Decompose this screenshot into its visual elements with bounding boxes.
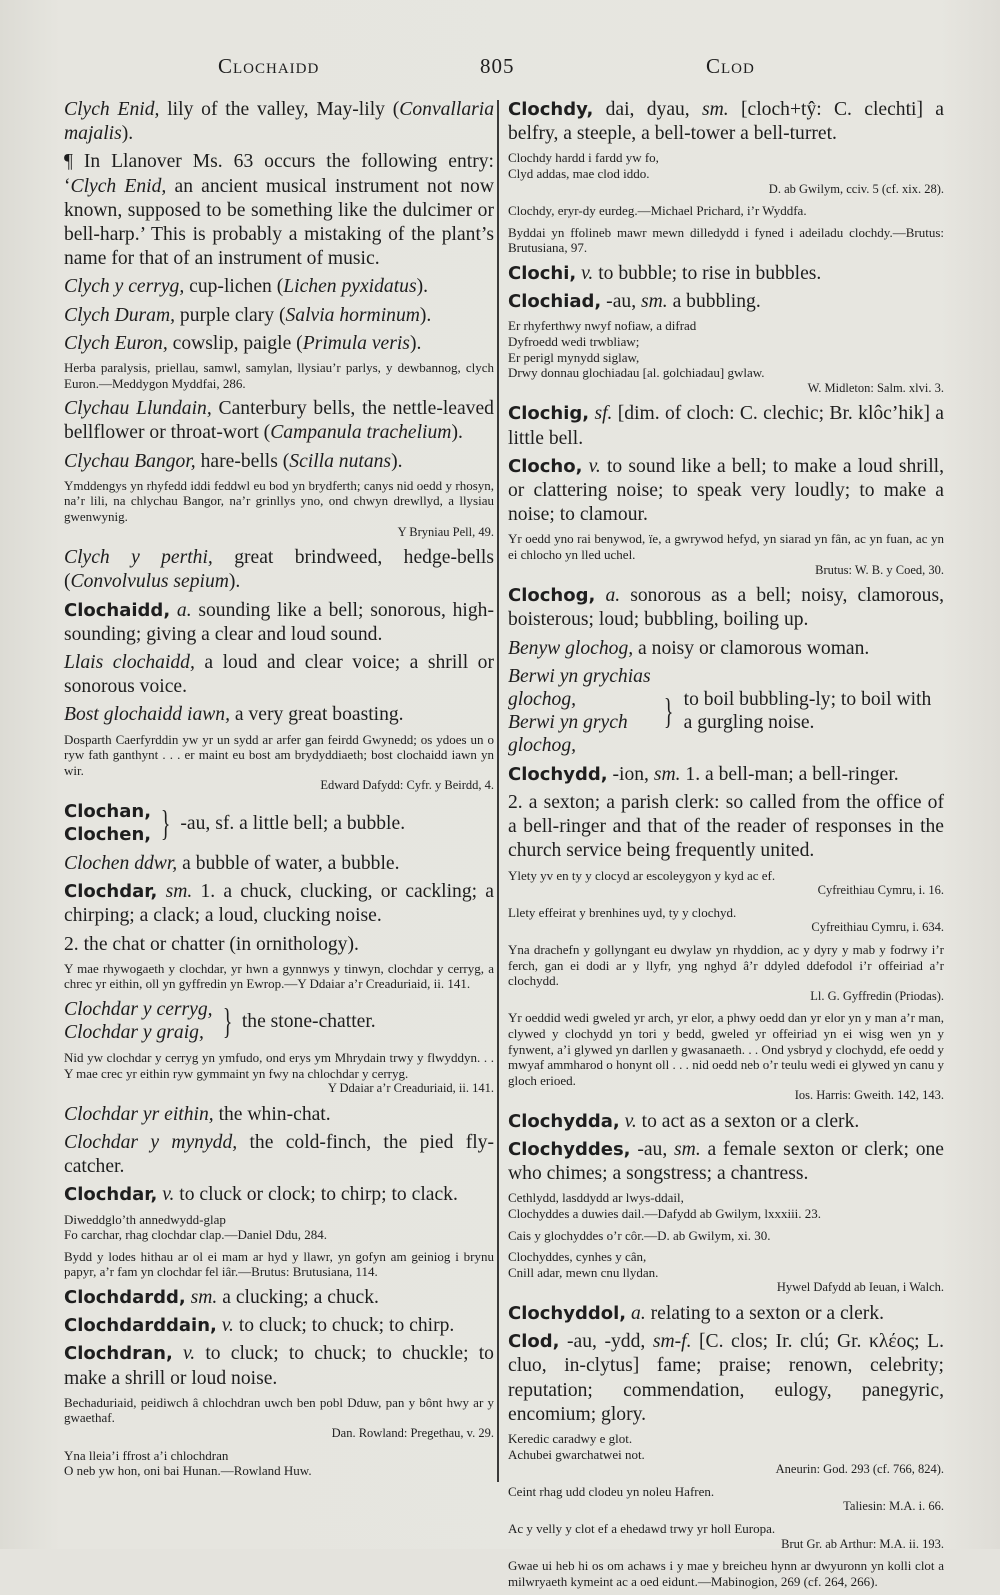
dictionary-entry — [64, 98, 494, 146]
braced-variants — [64, 998, 213, 1044]
entry-text: to cluck or clock; to chirp; to clack. — [174, 1184, 458, 1206]
entry-italic: Scilla nutans — [289, 450, 392, 472]
entry-text: ). — [391, 450, 403, 472]
citation-text: Y mae rhywogaeth y clochdar, yr hwn a gynnwys y tinwyn, clochdar y cerryg, a chrec yr eithin, oll yn gyffredin yn Ewrop.—Y Ddaiar a’r Creaduriaid, ii. 141. — [64, 960, 494, 992]
citation-source: Cyfreithiau Cymru, i. 16. — [817, 883, 944, 898]
entry-prefix: dai, dyau, — [593, 99, 703, 120]
entry-prefix: -au, — [630, 1139, 675, 1161]
entry-text: purple clary ( — [175, 304, 286, 326]
braced-definition: the stone-chatter. — [241, 1010, 376, 1032]
entry-italic: Salvia horminum — [285, 304, 420, 326]
headword: Clochiad, — [508, 291, 602, 313]
brace-glyph: } — [160, 803, 171, 843]
entry-italic: a. — [631, 1303, 646, 1325]
citation-source: Taliesin: M.A. i. 66. — [843, 1499, 944, 1514]
entry-text: cowslip, paigle ( — [167, 332, 303, 354]
braced-entry — [64, 998, 494, 1044]
page-header — [0, 54, 1000, 84]
entry-italic: Clychau Bangor, — [64, 450, 196, 472]
dictionary-entry — [64, 933, 494, 957]
dictionary-entry — [508, 1110, 944, 1134]
citation-source: Hywel Dafydd ab Ieuan, i Walch. — [776, 1280, 944, 1295]
headword: Clochig, — [508, 403, 590, 425]
citation — [508, 225, 944, 256]
entry-italic: a. — [605, 585, 621, 607]
citation-text: Yr oeddid wedi gweled yr arch, yr elor, a phwy oedd dan yr elor yn y man a’r man, clywed y clochydd yn tori y bedd, gweled yr offeiriad yn ei wisg wen yn y fynwent, a’i glywed yn darllen y gwasanaeth. . . Ond ysbryd y clochydd, efe oedd y mwyaf ammharod o honynt oll . . . nid oedd neb o’r teulu wedi ei glywed yn canu y gloch erioed. — [508, 1010, 944, 1088]
left-column — [64, 98, 494, 1485]
dictionary-entry — [64, 852, 494, 876]
entry-text: a loud and clear voice; a shrill or sonorous voice. — [64, 652, 494, 698]
braced-definition: to boil bubbling-ly; to boil with a gurgling noise. — [683, 688, 932, 733]
citation — [64, 1050, 494, 1097]
dictionary-entry — [508, 584, 944, 632]
dictionary-entry — [508, 1138, 944, 1186]
entry-text: the cold-finch, the pied fly-catcher. — [64, 1131, 494, 1178]
citation-text: Bechaduriaid, peidiwch â chlochdran uwch ben pobl Dduw, pan y bônt hwy ar y gwaethaf. — [64, 1394, 494, 1426]
dictionary-entry — [508, 290, 944, 314]
citation-source: W. Midleton: Salm. xlvi. 3. — [807, 380, 944, 395]
entry-text: to cluck; to chuck; to chuckle; to make a shrill or loud noise. — [64, 1343, 494, 1389]
citation — [64, 360, 494, 391]
headword: Clochyddol, — [508, 1303, 627, 1325]
headword: Clochdar, — [64, 1184, 158, 1206]
headword: Clochyddes, — [508, 1139, 631, 1161]
entry-text: to cluck; to chuck; to chirp. — [233, 1315, 455, 1337]
entry-text: to act as a sexton or a clerk. — [636, 1110, 860, 1132]
citation — [508, 942, 944, 1004]
entry-italic: Clych Enid, — [70, 175, 167, 197]
citation-text: Clochdy hardd i fardd yw fo, Clyd addas, mae clod iddo. — [508, 150, 659, 181]
entry-italic: Benyw glochog, — [508, 637, 634, 659]
dictionary-entry — [64, 1342, 494, 1390]
dictionary-entry — [508, 1302, 944, 1326]
citation — [508, 531, 944, 578]
entry-prefix: 2. the chat or chatter (in ornithology). — [64, 933, 359, 955]
citation-text: Herba paralysis, priellau, samwl, samylan, llysiau’r parlys, y dewbannog, clych Euron.—Meddygon Myddfai, 286. — [64, 360, 494, 391]
citation — [508, 1558, 944, 1589]
citation-text: Byddai yn ffolineb mawr mewn dilledydd i fyned i adeiladu clochdy.—Brutus: Brutusiana, 97. — [508, 224, 944, 256]
entry-italic: sm. — [641, 291, 668, 313]
entry-text: ). — [228, 571, 241, 593]
citation — [508, 1249, 944, 1296]
entry-text: Canterbury bells, the nettle-leaved bellflower or throat-wort ( — [64, 398, 494, 444]
entry-text: an ancient musical instrument not now known, supposed to be something like the dulcimer or bell-harp.’ This is probably a mistaking of the plant’s name for that of an instrument of music. — [64, 175, 494, 270]
dictionary-entry — [64, 546, 494, 594]
entry-text: lily of the valley, May-lily ( — [159, 99, 400, 120]
variant: Berwi yn grych glochog, — [508, 711, 628, 756]
citation — [508, 1521, 944, 1552]
entry-text: relating to a sexton or a clerk. — [645, 1303, 885, 1325]
variant: Clochdar y graig, — [64, 1022, 204, 1043]
dictionary-entry — [508, 763, 944, 787]
entry-italic: Clych y cerryg, — [64, 276, 185, 298]
entry-italic: v. — [162, 1184, 175, 1206]
entry-italic: Bost glochaidd iawn, — [64, 704, 231, 726]
braced-variants — [64, 800, 151, 846]
entry-italic: Llais clochaidd, — [64, 652, 195, 674]
citation — [508, 318, 944, 396]
citation — [508, 868, 944, 899]
entry-text: ). — [416, 276, 429, 298]
entry-text: a bubbling. — [667, 291, 761, 313]
citation-text: Yna lleia’i ffrost a’i chlochdran O neb yw hon, oni bai Hunan.—Rowland Huw. — [64, 1447, 312, 1479]
variant: Clochdar y cerryg, — [64, 999, 213, 1020]
entry-italic: a. — [176, 599, 192, 621]
entry-italic: sm. — [702, 99, 729, 120]
entry-text: the whin-chat. — [213, 1103, 331, 1125]
dictionary-entry — [508, 637, 944, 661]
entry-italic: Clych y perthi, — [64, 547, 213, 569]
citation — [508, 203, 944, 219]
dictionary-entry — [64, 703, 494, 727]
entry-prefix: -ion, — [607, 763, 654, 785]
entry-prefix — [595, 585, 605, 606]
citation-source: Y Ddaiar a’r Creaduriaid, ii. 141. — [327, 1081, 494, 1096]
dictionary-entry — [64, 599, 494, 647]
dictionary-entry — [64, 275, 494, 299]
citation-source: Brutus: W. B. y Coed, 30. — [815, 562, 944, 577]
dictionary-entry — [64, 1314, 494, 1338]
dictionary-entry — [64, 651, 494, 699]
entry-text: to bubble; to rise in bubbles. — [593, 262, 822, 284]
headword: Clochdarddain, — [64, 1315, 217, 1337]
dictionary-entry — [64, 150, 494, 271]
entry-italic: v. — [588, 455, 601, 477]
braced-variants — [508, 665, 654, 757]
dictionary-entry — [64, 880, 494, 928]
entry-italic: Convallaria majalis — [64, 99, 494, 145]
column-divider — [497, 100, 499, 1482]
dictionary-entry — [64, 1183, 494, 1207]
entry-italic: Clochdar y mynydd, — [64, 1131, 238, 1153]
entry-italic: sm. — [190, 1286, 218, 1308]
entry-text: ). — [409, 332, 422, 354]
citation-source: Y Bryniau Pell, 49. — [397, 524, 494, 539]
dictionary-entry — [508, 402, 944, 450]
citation-text: Ac y velly y clot ef a ehedawd trwy yr holl Europa. — [508, 1521, 776, 1537]
dictionary-entry — [64, 1131, 494, 1179]
brace-glyph: } — [664, 690, 674, 731]
entry-text: sonorous as a bell; noisy, clamorous, boisterous; loud; bubbling, boiling up. — [508, 585, 944, 631]
entry-italic: Clych Duram, — [64, 304, 176, 326]
citation-text: Keredic caradwy e glot. Achubei gwarchatwei not. — [508, 1431, 645, 1462]
entry-italic: Clychau Llundain, — [64, 398, 212, 420]
entry-text: ). — [419, 304, 432, 326]
citation-text: Ylety yv en ty y clocyd ar escoleygyon y kyd ac ef. — [508, 867, 776, 883]
entry-prefix: -au, — [601, 291, 641, 313]
dictionary-entry — [508, 791, 944, 864]
citation — [64, 1212, 494, 1243]
entry-italic: sm. — [653, 763, 681, 785]
entry-prefix: ¶ In Llanover Ms. 63 occurs the following entry: ‘ — [64, 151, 494, 197]
entry-italic: Primula veris — [302, 332, 410, 354]
entry-text: hare-bells ( — [195, 450, 290, 472]
page-number: 805 — [480, 54, 515, 78]
entry-text: 1. a chuck, clucking, or cackling; a chirping; a clack; a loud, clucking noise. — [64, 881, 494, 927]
citation — [64, 732, 494, 794]
citation-source: Edward Dafydd: Cyfr. y Beirdd, 4. — [320, 778, 494, 793]
entry-text: a clucking; a chuck. — [217, 1286, 379, 1308]
variant: Clochen, — [64, 824, 152, 845]
entry-italic: v. — [624, 1110, 637, 1132]
brace-glyph: } — [222, 1001, 232, 1041]
citation-text: Dosparth Caerfyrddin yw yr un sydd ar arfer gan feirdd Gwynedd; os ydoes un o ryw fath ganthynt . . . er maint eu bost am brydyddiaeth; bost clochaidd iawn yn wir. — [64, 731, 494, 778]
citation-text: Ymddengys yn rhyfedd iddi feddwl eu bod yn brydferth; canys nid oedd y rhosyn, na’r lili, na chlychau Bangor, na’r grinllys yno, ond chwyn drewllyd, a llysiau gwenwynig. — [64, 477, 494, 525]
braced-entry — [508, 665, 944, 757]
citation-text: Cais y glochyddes o’r côr.—D. ab Gwilym, xi. 30. — [508, 1227, 771, 1243]
dictionary-entry — [64, 304, 494, 328]
entry-italic: Clochdar yr eithin, — [64, 1103, 214, 1125]
dictionary-entry — [64, 1103, 494, 1127]
citation-source: Ios. Harris: Gweith. 142, 143. — [794, 1088, 944, 1103]
entry-text: [cloch+tŷ: C. clechti] a belfry, a steeple, a bell-tower a bell-turret. — [508, 99, 944, 145]
headword: Clochdardd, — [64, 1286, 186, 1308]
citation-text: Llety effeirat y brenhines uyd, ty y clochyd. — [508, 904, 737, 920]
headword: Clocho, — [508, 455, 583, 477]
entry-italic: Lichen pyxidatus — [283, 276, 417, 298]
citation-text: Bydd y lodes hithau ar ol ei mam ar hyd y llawr, yn gofyn am geiniog i brynu papyr, a’r fam yn clochdar fel iâr.—Brutus: Brutusiana, 114. — [64, 1248, 494, 1280]
entry-italic: sm. — [674, 1139, 701, 1161]
citation — [508, 1484, 944, 1515]
citation-text: Er rhyferthwy nwyf nofiaw, a difrad Dyfroedd wedi trwbliaw; Er perigl mynydd siglaw, Drwy donnau glochiadau [al. golchiadau] gwlaw. — [508, 318, 765, 381]
entry-prefix — [173, 1343, 183, 1364]
entry-prefix: 2. a sexton; a parish clerk: so called from the office of a bell-ringer and that of the reader of responses in the church service being frequently united. — [508, 791, 944, 862]
entry-text: a noisy or clamorous woman. — [633, 637, 870, 659]
entry-text: a very great boasting. — [230, 704, 404, 726]
citation — [64, 1448, 494, 1479]
dictionary-entry — [64, 1286, 494, 1310]
citation-source: Cyfreithiau Cymru, i. 634. — [811, 920, 944, 935]
running-head-left: Clochaidd — [218, 54, 320, 78]
headword: Clochdar, — [64, 881, 158, 903]
citation-text: Clochdy, eryr-dy eurdeg.—Michael Prichard, i’r Wyddfa. — [508, 203, 807, 219]
citation-text: Ceint rhag udd clodeu yn noleu Hafren. — [508, 1483, 715, 1499]
entry-text: a female sexton or clerk; one who chimes; a songstress; a chantress. — [508, 1139, 944, 1185]
entry-italic: Clochen ddwr, — [64, 853, 178, 874]
entry-text: a bubble of water, a bubble. — [177, 853, 400, 874]
braced-definition: -au, sf. a little bell; a bubble. — [180, 812, 406, 834]
headword: Clod, — [508, 1331, 560, 1353]
headword: Clochdy, — [508, 99, 594, 120]
entry-italic: Campanula trachelium — [270, 422, 452, 444]
dictionary-entry — [64, 450, 494, 474]
dictionary-entry — [508, 1330, 944, 1427]
citation — [508, 1431, 944, 1478]
citation-text: Clochyddes, cynhes y cân, Cnill adar, mewn cnu llydan. — [508, 1249, 659, 1280]
citation — [64, 1395, 494, 1442]
dictionary-entry — [508, 98, 944, 146]
entry-italic: v. — [221, 1315, 234, 1337]
citation — [64, 1249, 494, 1280]
variant: Berwi yn grychias glochog, — [508, 665, 651, 710]
headword: Clochaidd, — [64, 599, 171, 621]
citation — [64, 478, 494, 540]
running-head-right: Clod — [706, 54, 755, 78]
right-column — [508, 98, 944, 1595]
citation-text: Cethlydd, lasddydd ar lwys-ddail, Clochyddes a duwies dail.—Dafydd ab Gwilym, lxxxiii. 23. — [508, 1190, 822, 1222]
entry-text: [dim. of cloch: C. clechic; Br. klôc’hik] a little bell. — [508, 403, 944, 449]
entry-text: to sound like a bell; to make a loud shrill, or clattering noise; to speak very loudly; to make a noise; to clamour. — [508, 455, 944, 526]
citation-source: Ll. G. Gyffredin (Priodas). — [810, 988, 944, 1003]
entry-text: ). — [451, 422, 463, 444]
entry-prefix: -au, -ydd, — [559, 1331, 653, 1353]
citation-source: D. ab Gwilym, cciv. 5 (cf. xix. 28). — [768, 181, 944, 196]
dictionary-entry — [64, 397, 494, 445]
headword: Clochi, — [508, 262, 577, 284]
citation — [508, 905, 944, 936]
dictionary-entry — [64, 332, 494, 356]
entry-italic: sf. — [594, 403, 613, 425]
citation — [508, 150, 944, 197]
citation — [64, 961, 494, 992]
citation-text: Yna drachefn y gollyngant eu dwylaw yn rhyddion, ac y dyry y mab y fodrwy i’r ferch, gan ei dodi ar y llyfr, yng nghyd â’r ddyled ddefodol i’r offeiriad a’r clochydd. — [508, 941, 944, 989]
citation-text: Nid yw clochdar y cerryg yn ymfudo, ond erys ym Mhrydain trwy y flwyddyn. . . Y mae crec yr eithin ryw gymmaint yn fwy na chlochdar y cerryg. — [64, 1050, 494, 1081]
citation — [508, 1190, 944, 1221]
entry-text: sounding like a bell; sonorous, high-sounding; giving a clear and loud sound. — [64, 599, 494, 645]
entry-italic: Clych Enid, — [64, 99, 160, 120]
dictionary-entry — [508, 262, 944, 286]
citation-source: Aneurin: God. 293 (cf. 766, 824). — [775, 1462, 944, 1477]
braced-entry — [64, 800, 494, 846]
citation — [508, 1010, 944, 1104]
entry-italic: v. — [183, 1343, 196, 1365]
entry-prefix — [170, 600, 177, 621]
entry-italic: Clych Euron, — [64, 332, 168, 354]
entry-italic: sm-f. — [652, 1331, 692, 1353]
variant: Clochan, — [64, 801, 152, 822]
entry-text: 1. a bell-man; a bell-ringer. — [680, 763, 899, 785]
citation-text: Gwae ui heb hi os om achaws i y mae y breicheu hynn ar dwyuronn yn kolli clot a milwryaeth kymeint ac a oed eidunt.—Mabinogion, 269 (cf. 264, 266). — [508, 1558, 944, 1589]
entry-text: [C. clos; Ir. clú; Gr. κλέος; L. cluo, in-clytus] fame; praise; renown, celebrity; reputation; commendation, eulogy, panegyric, encomium; glory. — [508, 1331, 944, 1425]
citation-text: Diweddglo’th annedwydd-glap Fo carchar, rhag clochdar clap.—Daniel Ddu, 284. — [64, 1211, 327, 1243]
entry-prefix — [157, 881, 165, 902]
entry-italic: sm. — [165, 881, 193, 903]
citation-source: Brut Gr. ab Arthur: M.A. ii. 193. — [781, 1536, 944, 1551]
entry-text: great brindweed, hedge-bells ( — [64, 547, 494, 593]
dictionary-entry — [508, 455, 944, 528]
entry-text: ). — [121, 123, 134, 145]
entry-text: cup-lichen ( — [184, 276, 284, 298]
entry-italic: v. — [581, 262, 594, 284]
headword: Clochdran, — [64, 1343, 173, 1365]
headword: Clochydd, — [508, 763, 608, 785]
entry-italic: Convolvulus sepium — [70, 571, 229, 593]
headword: Clochydda, — [508, 1110, 620, 1132]
headword: Clochog, — [508, 585, 596, 607]
citation-text: Yr oedd yno rai benywod, ïe, a gwrywod hefyd, yn siarad yn fân, ac yn fuan, ac yn ei chlocho yn lled uchel. — [508, 531, 944, 562]
citation — [508, 1228, 944, 1244]
citation-source: Dan. Rowland: Pregethau, v. 29. — [331, 1425, 494, 1440]
